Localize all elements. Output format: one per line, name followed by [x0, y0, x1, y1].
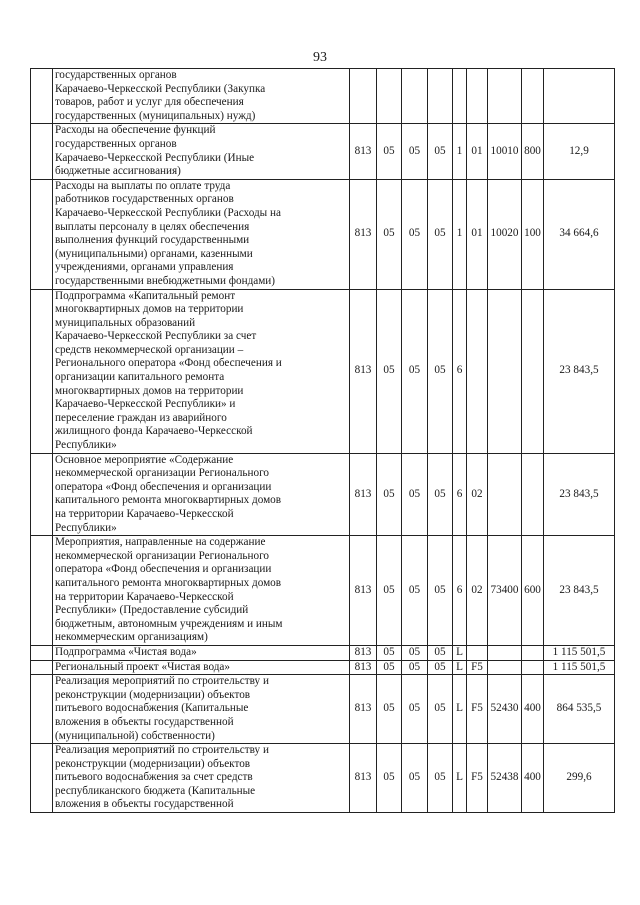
- row-margin-cell: [31, 289, 53, 453]
- description-line: государственными внебюджетными фондами): [55, 274, 276, 287]
- cell-grbs: 813: [350, 179, 377, 289]
- row-margin-cell: [31, 179, 53, 289]
- description-line: Подпрограмма «Капитальный ремонт: [55, 289, 236, 302]
- description-line: оператора «Фонд обеспечения и организации: [55, 480, 272, 493]
- cell-cs4: 52438: [488, 744, 522, 813]
- description-line: капитального ремонта многоквартирных домов: [55, 576, 282, 589]
- description-line: муниципальных образований: [55, 316, 196, 329]
- page-number: 93: [313, 50, 327, 65]
- cell-pr: 05: [402, 179, 428, 289]
- description-line: реконструкции (модернизации) объектов: [55, 688, 251, 701]
- description-line: многоквартирных домов на территории: [55, 384, 244, 397]
- table-row: [31, 744, 615, 813]
- row-margin-cell: [31, 536, 53, 646]
- cell-cs2: L: [453, 675, 467, 744]
- description-line: республиканского бюджета (Капитальные: [55, 784, 256, 797]
- cell-grbs: 813: [350, 744, 377, 813]
- cell-grbs: 813: [350, 124, 377, 179]
- cell-cs3: 01: [467, 124, 488, 179]
- cell-grbs: 813: [350, 675, 377, 744]
- description-line: (муниципальной) собственности): [55, 729, 215, 742]
- table-row: [31, 645, 615, 660]
- table-row: [31, 536, 615, 646]
- cell-vr: 100: [522, 179, 544, 289]
- cell-cs4: 52430: [488, 675, 522, 744]
- cell-cs3: F5: [467, 675, 488, 744]
- table-row: [31, 660, 615, 675]
- cell-cs2: 6: [453, 453, 467, 536]
- description-line: реконструкции (модернизации) объектов: [55, 757, 251, 770]
- row-description: [53, 453, 350, 536]
- description-line: Республики»: [55, 521, 117, 534]
- cell-grbs: [350, 69, 377, 124]
- cell-grbs: 813: [350, 453, 377, 536]
- cell-vr: 400: [522, 675, 544, 744]
- cell-sum: 1 115 501,5: [544, 660, 615, 675]
- cell-cs4: [488, 453, 522, 536]
- cell-cs4: 73400: [488, 536, 522, 646]
- cell-vr: [522, 453, 544, 536]
- description-line: капитального ремонта многоквартирных домов: [55, 494, 282, 507]
- cell-rz: 05: [377, 744, 402, 813]
- cell-vr: [522, 69, 544, 124]
- cell-cs1: 05: [428, 645, 453, 660]
- cell-cs2: 1: [453, 124, 467, 179]
- row-description: [53, 124, 350, 179]
- cell-cs1: 05: [428, 675, 453, 744]
- description-line: Карачаево-Черкесской Республики (Расходы на: [55, 206, 281, 219]
- table-row: [31, 675, 615, 744]
- table-row: [31, 69, 615, 124]
- description-line: Республики»: [55, 439, 117, 452]
- cell-sum: 23 843,5: [544, 289, 615, 453]
- cell-cs3: [467, 69, 488, 124]
- row-margin-cell: [31, 69, 53, 124]
- cell-pr: 05: [402, 660, 428, 675]
- row-description: [53, 744, 350, 813]
- description-line: на территории Карачаево-Черкесской: [55, 590, 234, 603]
- cell-sum: 864 535,5: [544, 675, 615, 744]
- cell-rz: 05: [377, 660, 402, 675]
- cell-cs4: 10010: [488, 124, 522, 179]
- cell-cs3: 02: [467, 453, 488, 536]
- table-row: [31, 453, 615, 536]
- description-line: вложения в объекты государственной: [55, 715, 234, 728]
- cell-rz: 05: [377, 289, 402, 453]
- description-line: учреждениями, органами управления: [55, 261, 234, 274]
- cell-sum: 23 843,5: [544, 453, 615, 536]
- cell-cs3: F5: [467, 660, 488, 675]
- description-line: выполнения функций государственными: [55, 234, 250, 247]
- cell-vr: [522, 660, 544, 675]
- row-description: [53, 179, 350, 289]
- description-line: (муниципальными) органами, казенными: [55, 247, 253, 260]
- description-line: Карачаево-Черкесской Республики (Иные: [55, 151, 255, 164]
- row-description: [53, 289, 350, 453]
- table-row: [31, 124, 615, 179]
- description-line: жилищного фонда Карачаево-Черкесской: [55, 425, 253, 438]
- row-margin-cell: [31, 645, 53, 660]
- cell-cs3: F5: [467, 744, 488, 813]
- row-description: [53, 660, 350, 675]
- cell-rz: [377, 69, 402, 124]
- cell-cs4: [488, 645, 522, 660]
- cell-sum: 1 115 501,5: [544, 645, 615, 660]
- description-line: Карачаево-Черкесской Республики» и: [55, 398, 236, 411]
- cell-pr: 05: [402, 124, 428, 179]
- cell-pr: 05: [402, 645, 428, 660]
- description-line: Карачаево-Черкесской Республики за счет: [55, 330, 257, 343]
- description-line: Регионального оператора «Фонд обеспечения и: [55, 357, 282, 370]
- cell-sum: 34 664,6: [544, 179, 615, 289]
- description-line: вложения в объекты государственной: [55, 798, 234, 811]
- cell-rz: 05: [377, 179, 402, 289]
- cell-cs1: 05: [428, 179, 453, 289]
- cell-cs2: 1: [453, 179, 467, 289]
- description-line: бюджетным, автономным учреждениям и иным: [55, 617, 283, 630]
- description-line: оператора «Фонд обеспечения и организации: [55, 563, 272, 576]
- cell-cs1: [428, 69, 453, 124]
- description-line: государственных (муниципальных) нужд): [55, 109, 256, 122]
- cell-cs2: L: [453, 645, 467, 660]
- cell-rz: 05: [377, 645, 402, 660]
- cell-rz: 05: [377, 124, 402, 179]
- cell-cs4: [488, 660, 522, 675]
- description-line: Подпрограмма «Чистая вода»: [55, 645, 197, 658]
- row-description: [53, 675, 350, 744]
- cell-cs2: L: [453, 660, 467, 675]
- cell-pr: 05: [402, 289, 428, 453]
- cell-pr: 05: [402, 675, 428, 744]
- description-line: Республики» (Предоставление субсидий: [55, 604, 249, 617]
- cell-cs1: 05: [428, 289, 453, 453]
- row-description: [53, 645, 350, 660]
- description-line: Карачаево-Черкесской Республики (Закупка: [55, 82, 266, 95]
- cell-cs1: 05: [428, 744, 453, 813]
- cell-cs1: 05: [428, 660, 453, 675]
- description-line: на территории Карачаево-Черкесской: [55, 508, 234, 520]
- description-line: питьевого водоснабжения (Капитальные: [55, 702, 249, 715]
- row-description: [53, 536, 350, 646]
- cell-vr: [522, 289, 544, 453]
- cell-pr: [402, 69, 428, 124]
- cell-pr: 05: [402, 744, 428, 813]
- row-margin-cell: [31, 675, 53, 744]
- cell-sum: [544, 69, 615, 124]
- cell-cs2: L: [453, 744, 467, 813]
- cell-cs1: 05: [428, 536, 453, 646]
- description-line: работников государственных органов: [55, 193, 234, 206]
- description-line: Реализация мероприятий по строительству и: [55, 744, 269, 757]
- cell-rz: 05: [377, 675, 402, 744]
- description-line: Расходы на выплаты по оплате труда: [55, 179, 231, 192]
- cell-grbs: 813: [350, 289, 377, 453]
- cell-cs1: 05: [428, 124, 453, 179]
- cell-sum: 23 843,5: [544, 536, 615, 646]
- cell-grbs: 813: [350, 660, 377, 675]
- table-row: [31, 289, 615, 453]
- cell-vr: 600: [522, 536, 544, 646]
- cell-grbs: 813: [350, 645, 377, 660]
- cell-cs2: 6: [453, 536, 467, 646]
- description-line: государственных органов: [55, 137, 177, 150]
- description-line: Основное мероприятие «Содержание: [55, 453, 234, 466]
- description-line: некоммерческим организациям): [55, 631, 208, 644]
- cell-cs3: [467, 289, 488, 453]
- cell-vr: 400: [522, 744, 544, 813]
- row-margin-cell: [31, 453, 53, 536]
- description-line: Расходы на обеспечение функций: [55, 124, 216, 137]
- description-line: некоммерческой организации Регионального: [55, 467, 270, 480]
- description-line: некоммерческой организации Регионального: [55, 549, 270, 562]
- description-line: выплаты персоналу в целях обеспечения: [55, 220, 250, 233]
- description-line: организации капитального ремонта: [55, 371, 225, 384]
- table-row: [31, 179, 615, 289]
- description-line: товаров, работ и услуг для обеспечения: [55, 96, 244, 109]
- cell-cs4: [488, 289, 522, 453]
- cell-vr: 800: [522, 124, 544, 179]
- cell-sum: 299,6: [544, 744, 615, 813]
- row-margin-cell: [31, 660, 53, 675]
- description-line: государственных органов: [55, 69, 177, 81]
- description-line: бюджетные ассигнования): [55, 165, 181, 178]
- cell-cs3: [467, 645, 488, 660]
- cell-cs3: 02: [467, 536, 488, 646]
- cell-grbs: 813: [350, 536, 377, 646]
- description-line: Мероприятия, направленные на содержание: [55, 536, 266, 549]
- cell-rz: 05: [377, 536, 402, 646]
- cell-pr: 05: [402, 453, 428, 536]
- row-margin-cell: [31, 124, 53, 179]
- row-description: [53, 69, 350, 124]
- row-margin-cell: [31, 744, 53, 813]
- cell-rz: 05: [377, 453, 402, 536]
- cell-pr: 05: [402, 536, 428, 646]
- description-line: Региональный проект «Чистая вода»: [55, 660, 230, 673]
- description-line: Реализация мероприятий по строительству и: [55, 675, 269, 688]
- description-line: средств некоммерческой организации –: [55, 343, 244, 356]
- cell-cs4: [488, 69, 522, 124]
- description-line: питьевого водоснабжения за счет средств: [55, 771, 253, 784]
- cell-cs1: 05: [428, 453, 453, 536]
- cell-cs4: 10020: [488, 179, 522, 289]
- cell-vr: [522, 645, 544, 660]
- description-line: переселение граждан из аварийного: [55, 411, 227, 424]
- cell-cs3: 01: [467, 179, 488, 289]
- description-line: многоквартирных домов на территории: [55, 303, 244, 316]
- budget-table: [30, 68, 615, 813]
- cell-cs2: [453, 69, 467, 124]
- cell-sum: 12,9: [544, 124, 615, 179]
- cell-cs2: 6: [453, 289, 467, 453]
